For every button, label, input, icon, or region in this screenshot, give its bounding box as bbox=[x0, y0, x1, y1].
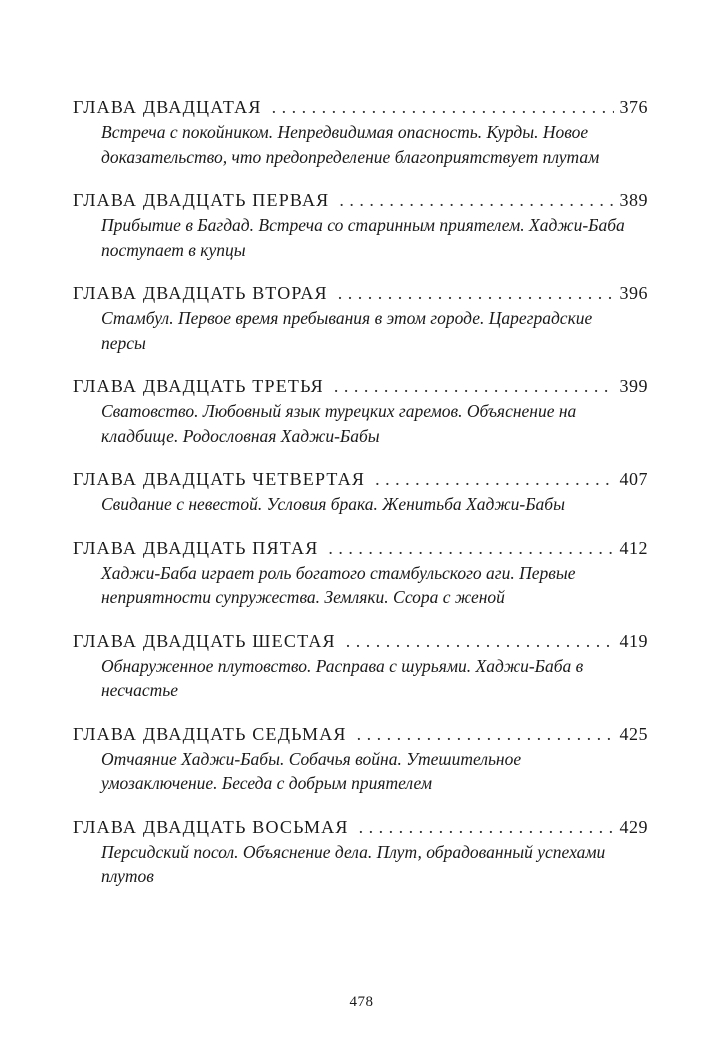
page-number: 396 bbox=[619, 283, 648, 303]
chapter-title: ГЛАВА ДВАДЦАТЬ ПЯТАЯ bbox=[73, 537, 319, 558]
toc-entry-heading bbox=[73, 373, 648, 399]
chapter-title: ГЛАВА ДВАДЦАТЬ ВОСЬМАЯ bbox=[73, 816, 349, 837]
page-number: 389 bbox=[619, 190, 648, 210]
toc-entry-heading bbox=[73, 814, 648, 840]
chapter-summary: Отчаяние Хаджи-Бабы. Собачья война. Утешительное умозаключение. Беседа с добрым приятелем bbox=[101, 748, 522, 793]
chapter-title: ГЛАВА ДВАДЦАТЬ ВТОРАЯ bbox=[73, 283, 328, 303]
toc-entry-heading bbox=[73, 94, 648, 120]
dot-leader bbox=[359, 814, 614, 840]
chapter-summary: Стамбул. Первое время пребывания в этом городе. Цареградские персы bbox=[101, 308, 593, 353]
chapter-summary: Хаджи-Баба играет роль богатого стамбульского аги. Первые неприятности супружества. Земляки. Ссора с женой bbox=[101, 562, 576, 607]
chapter-title: ГЛАВА ДВАДЦАТЬ ЧЕТВЕРТАЯ bbox=[73, 469, 366, 489]
toc-entry bbox=[73, 535, 648, 610]
page-number: 425 bbox=[619, 723, 648, 744]
toc-entry-heading bbox=[73, 628, 648, 654]
toc-entry-heading bbox=[73, 187, 648, 213]
dot-leader bbox=[357, 721, 614, 747]
page-number: 376 bbox=[619, 97, 648, 117]
dot-leader bbox=[339, 187, 613, 213]
chapter-summary: Персидский посол. Объяснение дела. Плут, обрадованный успехами плутов bbox=[101, 841, 606, 886]
toc-entry-heading bbox=[73, 535, 648, 561]
toc-entry bbox=[73, 187, 648, 262]
chapter-summary: Обнаруженное плутовство. Расправа с шурьями. Хаджи-Баба в несчастье bbox=[101, 655, 584, 700]
dot-leader bbox=[375, 466, 613, 492]
chapter-title: ГЛАВА ДВАДЦАТЬ ПЕРВАЯ bbox=[73, 190, 330, 210]
dot-leader bbox=[346, 628, 614, 654]
page-number: 399 bbox=[619, 376, 648, 396]
dot-leader bbox=[334, 373, 614, 399]
toc-entry bbox=[73, 721, 648, 796]
toc-entry bbox=[73, 373, 648, 448]
toc-entry-heading bbox=[73, 280, 648, 306]
toc-entry bbox=[73, 814, 648, 889]
page-number: 412 bbox=[619, 537, 648, 558]
chapter-title: ГЛАВА ДВАДЦАТЬ СЕДЬМАЯ bbox=[73, 723, 347, 744]
page-number: 419 bbox=[619, 630, 648, 651]
chapter-title: ГЛАВА ДВАДЦАТЬ ТРЕТЬЯ bbox=[73, 376, 324, 396]
dot-leader bbox=[338, 280, 614, 306]
dot-leader bbox=[272, 94, 614, 120]
page-number: 407 bbox=[619, 469, 648, 489]
chapter-title: ГЛАВА ДВАДЦАТАЯ bbox=[73, 97, 262, 117]
toc-entry bbox=[73, 466, 648, 517]
chapter-title: ГЛАВА ДВАДЦАТЬ ШЕСТАЯ bbox=[73, 630, 336, 651]
chapter-summary: Свидание с невестой. Условия брака. Женитьба Хаджи-Бабы bbox=[101, 494, 565, 514]
chapter-summary: Встреча с покойником. Непредвидимая опасность. Курды. Новое доказательство, что предопределение благоприятствует плутам bbox=[101, 122, 600, 167]
toc-entry bbox=[73, 94, 648, 169]
chapter-summary: Прибытие в Багдад. Встреча со старинным приятелем. Хаджи-Баба поступает в купцы bbox=[101, 215, 625, 260]
folio-page-number: 478 bbox=[349, 994, 374, 1010]
table-of-contents bbox=[73, 94, 648, 907]
toc-entry-heading bbox=[73, 466, 648, 492]
toc-entry bbox=[73, 280, 648, 355]
toc-entry-heading bbox=[73, 721, 648, 747]
page-number: 429 bbox=[619, 816, 648, 837]
chapter-summary: Сватовство. Любовный язык турецких гаремов. Объяснение на кладбище. Родословная Хаджи-Бабы bbox=[101, 401, 577, 446]
dot-leader bbox=[328, 535, 613, 561]
toc-entry bbox=[73, 628, 648, 703]
